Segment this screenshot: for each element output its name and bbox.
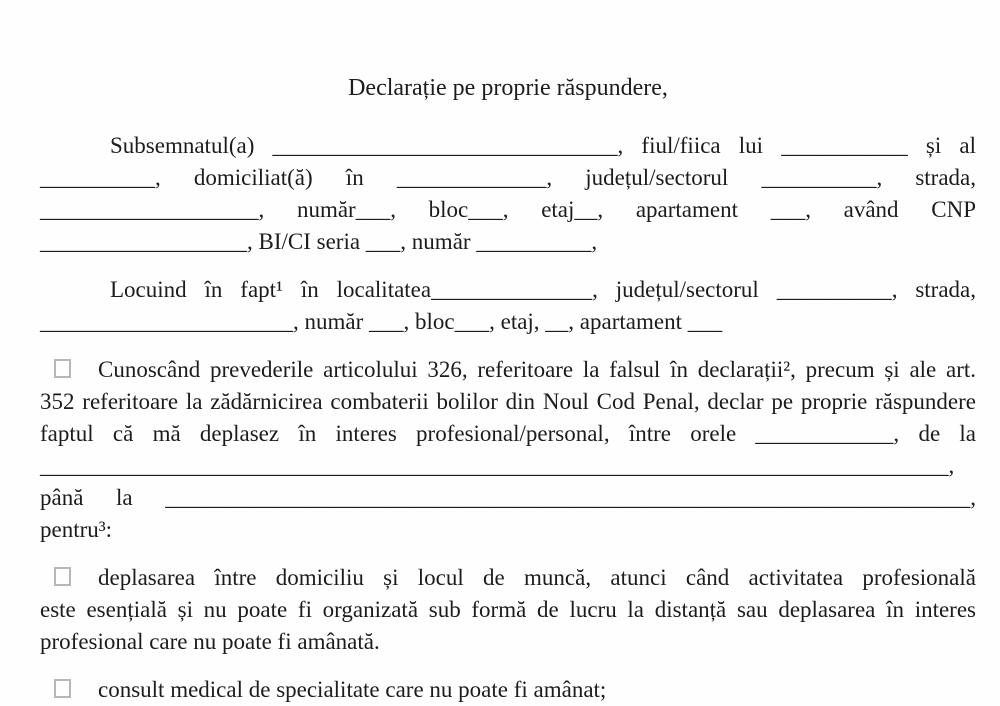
form-line: __________________, BI/CI seria ___, număr __________, [40, 229, 598, 254]
form-line: Cunoscând prevederile articolului 326, referitoare la falsul în declarații², precum și ale art. [40, 354, 976, 386]
paragraph [40, 274, 976, 338]
form-line: deplasarea între domiciliu și locul de muncă, atunci când activitatea profesională [40, 562, 976, 594]
form-line: faptul că mă deplasez în interes profesional/personal, între orele ____________, de la [40, 421, 976, 446]
document-body [40, 130, 976, 706]
paragraph [40, 562, 976, 658]
paragraph [40, 674, 976, 706]
form-line: Locuind în fapt¹ în localitatea______________, județul/sectorul __________, strada, [110, 277, 976, 302]
form-line: pentru³: [40, 517, 113, 542]
form-line: până la ______________________________________________________________________, [40, 485, 976, 510]
form-line: este esențială și nu poate fi organizată sub formă de lucru la distanță sau deplasarea în interes [40, 597, 976, 622]
paragraph [40, 354, 976, 546]
form-line: _______________________________________________________________________________, [40, 453, 955, 478]
checkbox-icon[interactable] [54, 359, 71, 378]
form-line: ___________________, număr___, bloc___, etaj__, apartament ___, având CNP [40, 197, 976, 222]
form-line: __________, domiciliat(ă) în _____________, județul/sectorul __________, strada, [40, 165, 976, 190]
form-line: consult medical de specialitate care nu poate fi amânat; [40, 674, 976, 706]
form-line: Subsemnatul(a) ______________________________, fiul/fiica lui ___________ și al [110, 133, 976, 158]
form-line: ______________________, număr ___, bloc___, etaj, __, apartament ___ [40, 309, 723, 334]
checkbox-icon[interactable] [54, 567, 71, 586]
form-line: 352 referitoare la zădărnicirea combaterii bolilor din Noul Cod Penal, declar pe proprie răspundere [40, 389, 976, 414]
checkbox-icon[interactable] [54, 679, 71, 698]
document-title: Declarație pe proprie răspundere, [348, 75, 668, 101]
paragraph [40, 130, 976, 258]
form-line: profesional care nu poate fi amânată. [40, 629, 380, 654]
